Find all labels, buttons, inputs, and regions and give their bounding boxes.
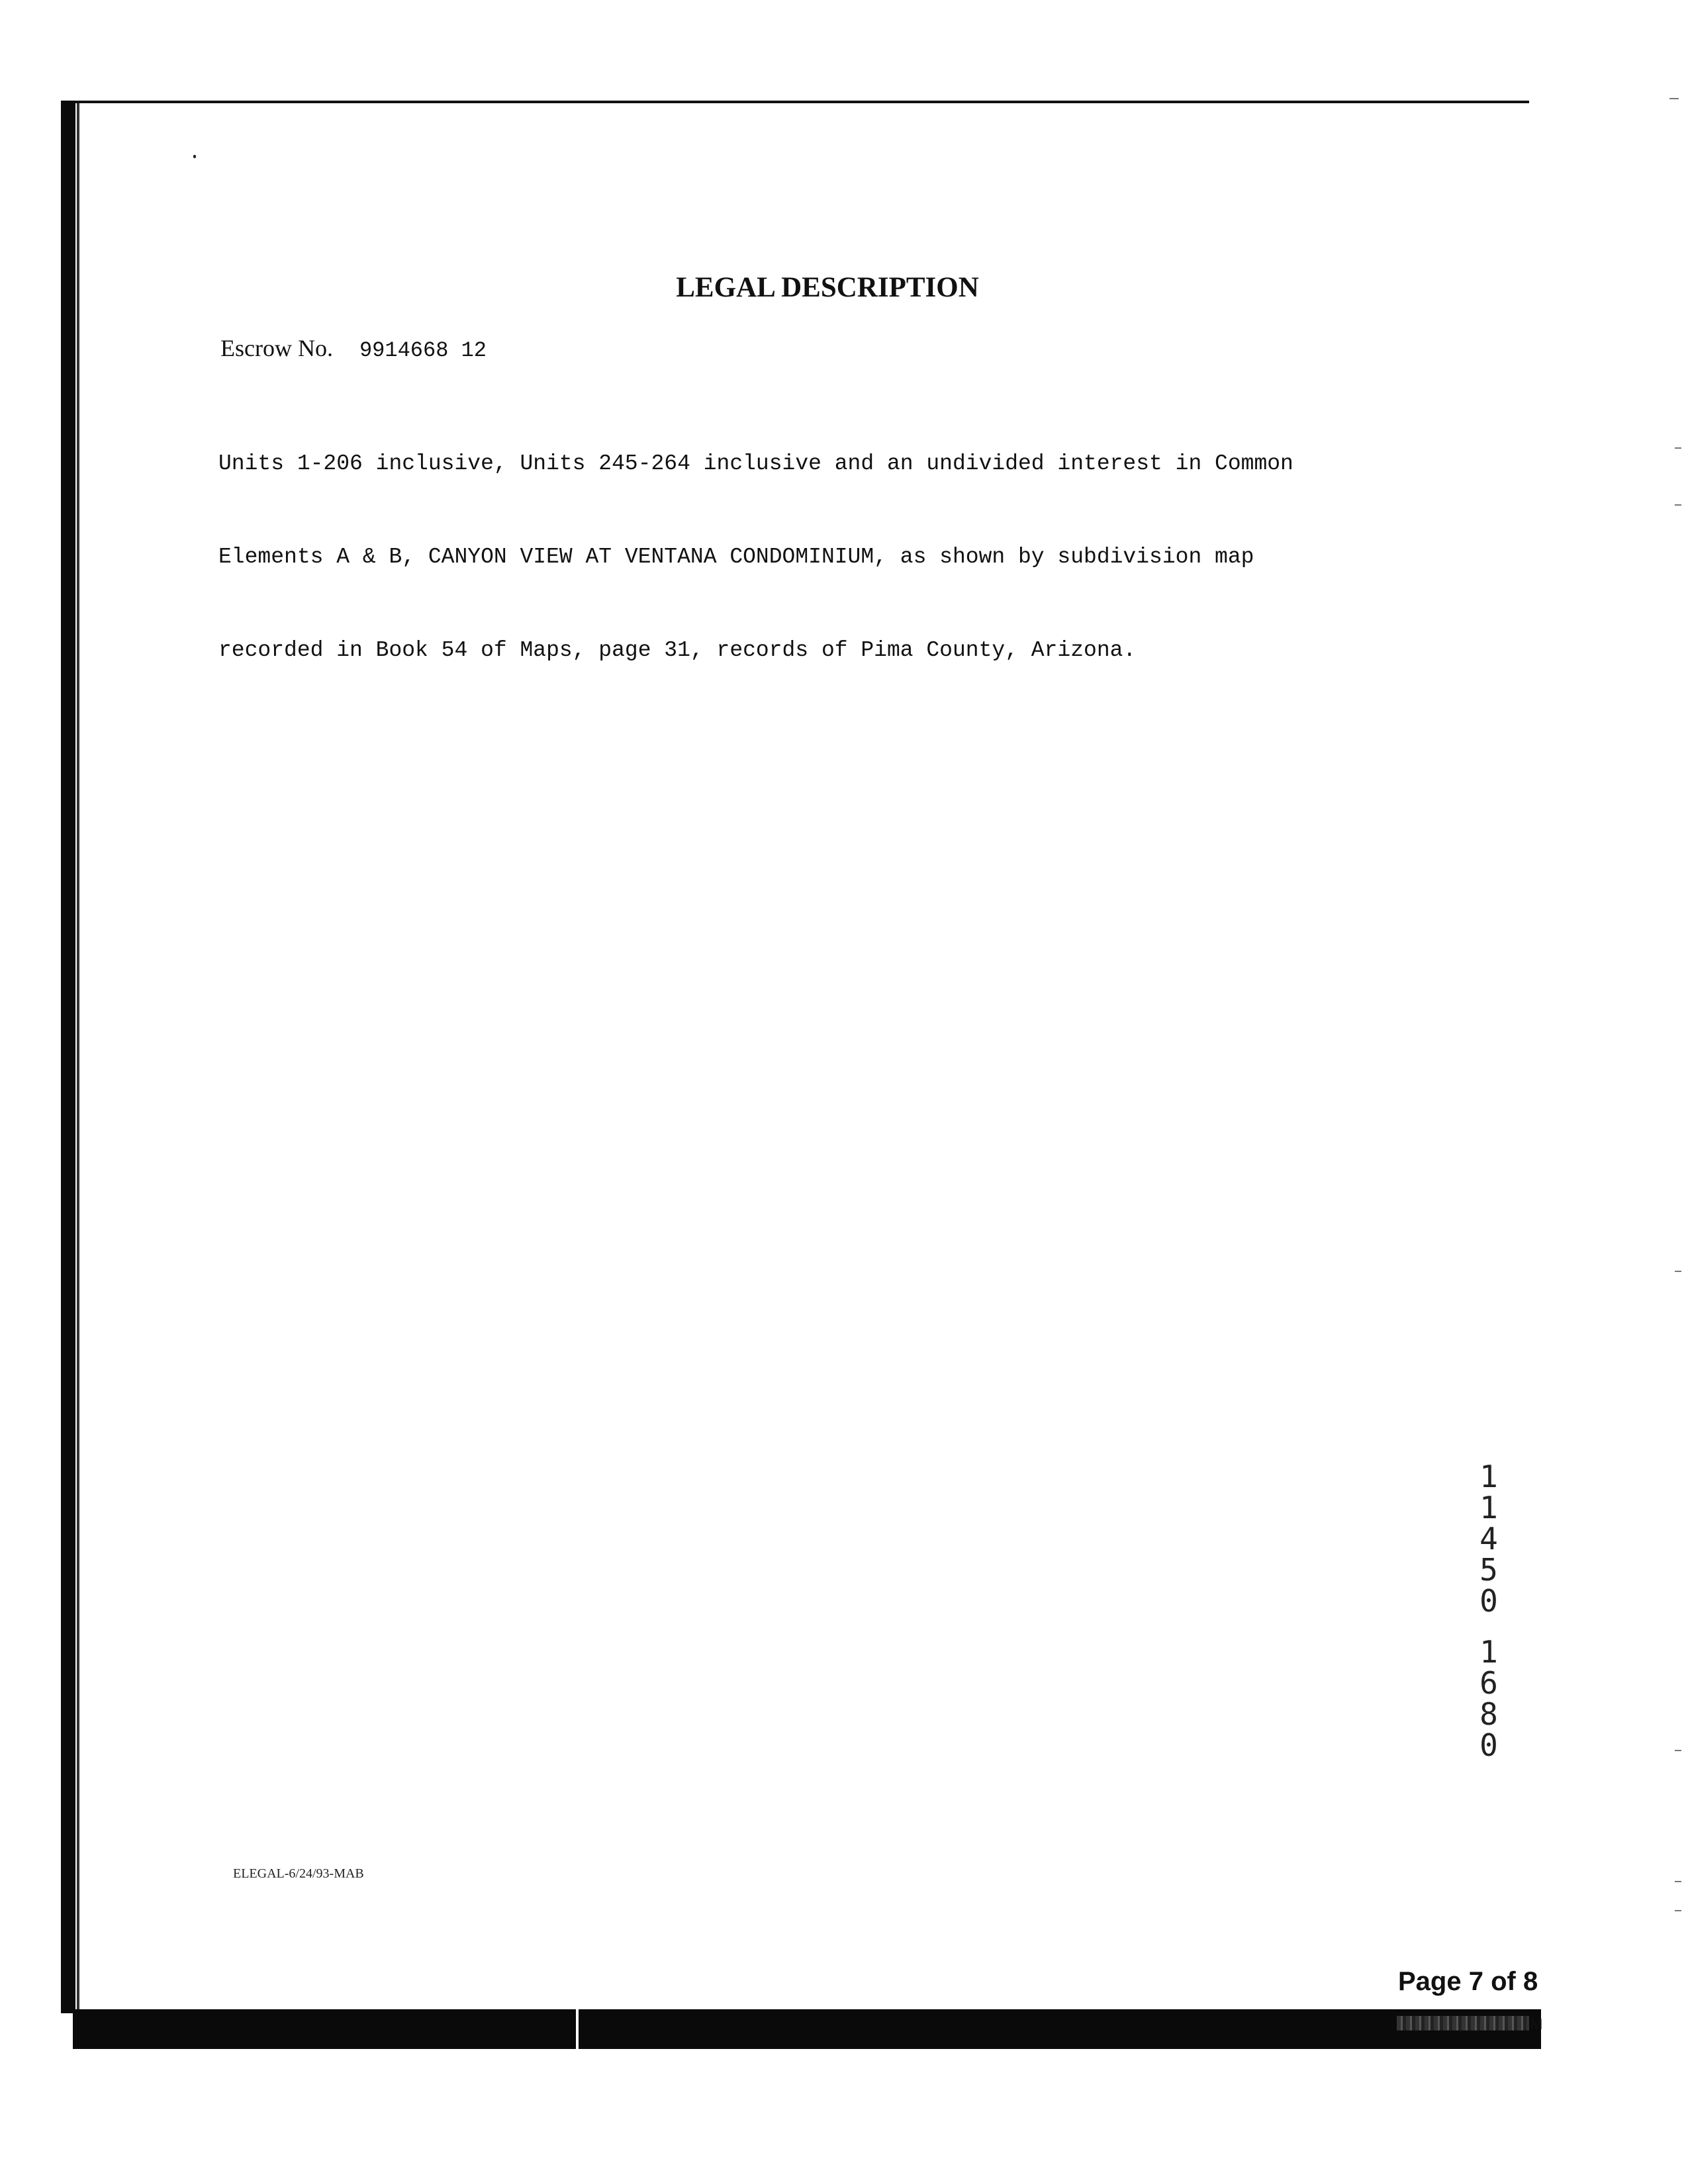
stamp-digit: 8: [1479, 1696, 1498, 1732]
document-title: LEGAL DESCRIPTION: [676, 272, 979, 303]
edge-tick: [1675, 1750, 1681, 1751]
escrow-line: [220, 334, 487, 363]
stamp-digit: 1: [1479, 1634, 1498, 1670]
bottom-bar-letter: M: [1530, 2016, 1543, 2032]
edge-tick: [1675, 1910, 1681, 1911]
stamp-digit: 0: [1479, 1583, 1498, 1619]
page-number: Page 7 of 8: [1398, 1967, 1538, 1996]
legal-description-line: Units 1-206 inclusive, Units 245-264 inclusive and an undivided interest in Common: [218, 451, 1293, 476]
scan-frame-bottom-divider: [576, 2009, 579, 2049]
scan-frame-bottom-bar: [73, 2009, 1541, 2049]
edge-tick: [1669, 98, 1679, 99]
legal-description-text: [218, 386, 1476, 728]
stamp-digit: 5: [1479, 1552, 1498, 1588]
legal-description-line: Elements A & B, CANYON VIEW AT VENTANA CONDOMINIUM, as shown by subdivision map: [218, 545, 1254, 569]
escrow-label: Escrow No.: [220, 335, 333, 361]
scan-frame-left-edge: [77, 103, 79, 2009]
stamp-digit: 1: [1479, 1490, 1498, 1525]
scan-speck: [193, 155, 196, 158]
recording-stamp: [1472, 1461, 1505, 1761]
escrow-number: 9914668 12: [359, 338, 487, 363]
edge-tick: [1675, 447, 1681, 449]
edge-tick: [1675, 1271, 1681, 1272]
edge-tick: [1675, 504, 1681, 506]
scan-frame-top-line: [61, 101, 1529, 103]
scan-frame-left-bar: [61, 101, 75, 2013]
stamp-digit: 4: [1479, 1521, 1498, 1557]
legal-description-line: recorded in Book 54 of Maps, page 31, records of Pima County, Arizona.: [218, 638, 1137, 662]
scan-noise: [1397, 2016, 1529, 2030]
stamp-digit: 6: [1479, 1665, 1498, 1701]
edge-tick: [1675, 1881, 1681, 1882]
stamp-digit: 1: [1479, 1459, 1498, 1494]
stamp-digit: 0: [1479, 1727, 1498, 1763]
form-code: ELEGAL-6/24/93-MAB: [233, 1866, 364, 1881]
